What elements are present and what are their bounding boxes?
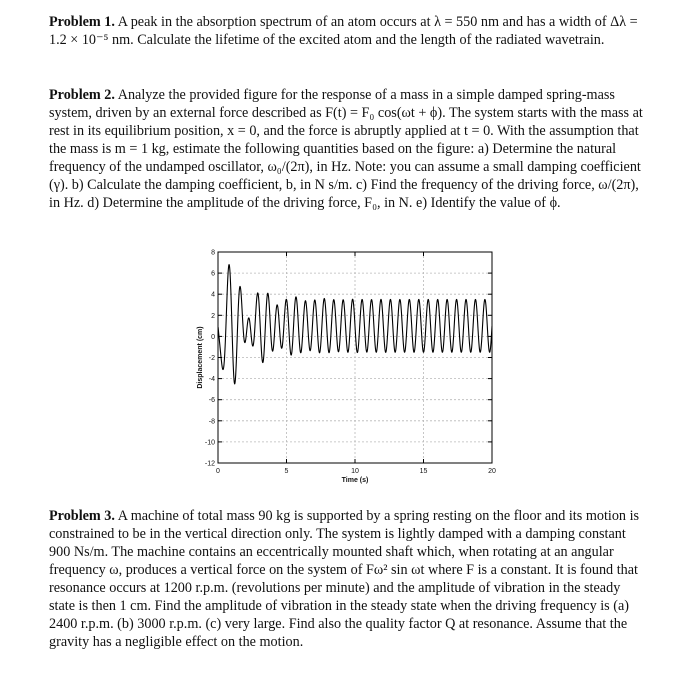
x-tick-label: 10: [351, 468, 359, 475]
y-tick-label: -10: [204, 439, 215, 447]
y-tick-label: 8: [211, 249, 215, 257]
y-tick-label: -8: [208, 418, 215, 426]
problem-1-text: A peak in the absorption spectrum of an atom occurs at λ = 550 nm and has a width of Δλ = 1.2 × 10⁻⁵ nm. Calculate the lifetime of the excited atom and the length of the radiated wavetrain.: [49, 14, 638, 48]
displacement-figure: [196, 241, 506, 497]
problem-2-text: Analyze the provided figure for the response of a mass in a simple damped spring-mass system, driven by an external force described as F(t) = F₀ cos(ωt + ϕ). The system starts with the mass at rest in its equilibrium position, x = 0, and the force is abruptly applied at t = 0. With the assumption that the mass is m = 1 kg, estimate the following quantities based on the figure: a) Determine the natural frequency of the undamped oscillator, ω₀/(2π), in Hz. Note: you can assume a small damping coefficient (γ). b) Calculate the damping coefficient, b, in N s/m. c) Find the frequency of the driving force, ω/(2π), in Hz. d) Determine the amplitude of the driving force, F₀, in N. e) Identify the value of ϕ.: [49, 87, 643, 211]
x-tick-label: 5: [284, 468, 289, 475]
y-tick-label: 0: [211, 333, 215, 341]
problem-1: [49, 13, 649, 49]
y-tick-label: 6: [211, 270, 215, 278]
x-axis-label: Time (s): [341, 477, 369, 484]
y-tick-label: 2: [211, 312, 215, 320]
y-tick-label: 4: [211, 291, 215, 299]
y-tick-label: -12: [204, 460, 215, 468]
y-tick-label: -4: [208, 376, 215, 384]
problem-2-label: Problem 2.: [49, 87, 115, 103]
x-tick-label: 20: [488, 468, 496, 475]
problem-3-label: Problem 3.: [49, 508, 115, 524]
problem-1-label: Problem 1.: [49, 14, 115, 30]
x-tick-label: 15: [419, 468, 428, 475]
problem-3: [49, 507, 649, 651]
problem-2: [49, 86, 649, 212]
y-tick-label: -2: [208, 355, 215, 362]
displacement-chart: [196, 241, 506, 497]
problem-3-text: A machine of total mass 90 kg is supported by a spring resting on the floor and its motion is constrained to be in the vertical direction only. The system is lightly damped with a damping constant 900 Ns/m. The machine contains an eccentrically mounted shaft which, when rotating at an angular frequency ω, produces a vertical force on the system of Fω² sin ωt where F is a constant. It is found that resonance occurs at 1200 r.p.m. (revolutions per minute) and the amplitude of vibration in the steady state is then 1 cm. Find the amplitude of vibration in the steady state when the driving frequency is (a) 2400 r.p.m. (b) 3000 r.p.m. (c) very large. Find also the quality factor Q at resonance. Assume that the gravity has a negligible effect on the motion.: [49, 508, 640, 650]
x-tick-label: 0: [216, 468, 220, 475]
y-axis-label: Displacement (cm): [197, 326, 204, 389]
y-tick-label: -6: [208, 397, 215, 405]
